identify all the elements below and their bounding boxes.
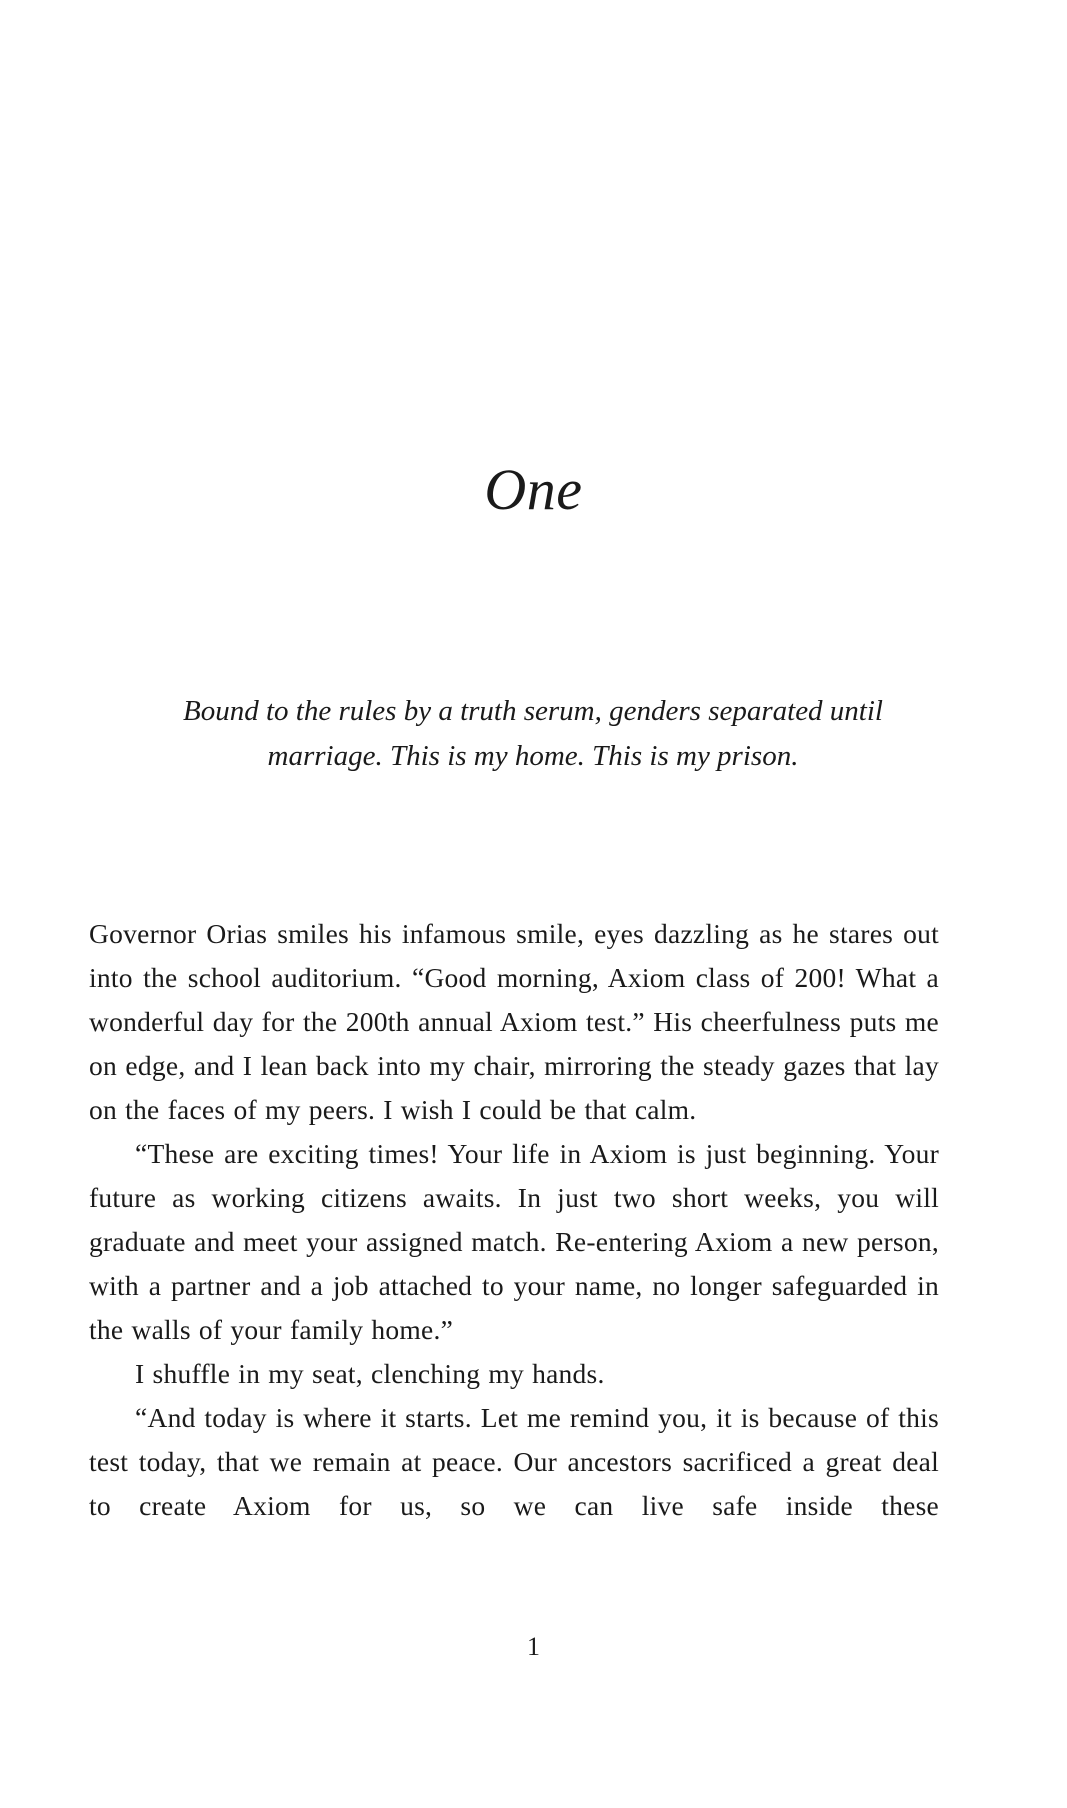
body-paragraph: “And today is where it starts. Let me remind you, it is because of this test today, that we remain at peace. Our ancestors sacrificed a great deal to create Axiom for us, so we can live safe inside these — [89, 1402, 939, 1521]
page-number: 1 — [527, 1632, 540, 1661]
body-paragraph: I shuffle in my seat, clenching my hands. — [135, 1358, 605, 1389]
body-paragraph: “These are exciting times! Your life in Axiom is just beginning. Your future as working citizens awaits. In just two short weeks, you will graduate and meet your assigned match. Re-entering Axiom a new person, with a partner and a job attached to your name, no longer safeguarded in the walls of your family home.” — [89, 1138, 939, 1345]
chapter-body — [89, 912, 939, 1528]
chapter-title: One — [484, 457, 583, 522]
chapter-epigraph: Bound to the rules by a truth serum, genders separated until marriage. This is my home. This is my prison. — [183, 695, 883, 772]
body-paragraph: Governor Orias smiles his infamous smile, eyes dazzling as he stares out into the school auditorium. “Good morning, Axiom class of 200! What a wonderful day for the 200th annual Axiom test.” His cheerfulness puts me on edge, and I lean back into my chair, mirroring the steady gazes that lay on the faces of my peers. I wish I could be that calm. — [89, 918, 939, 1125]
